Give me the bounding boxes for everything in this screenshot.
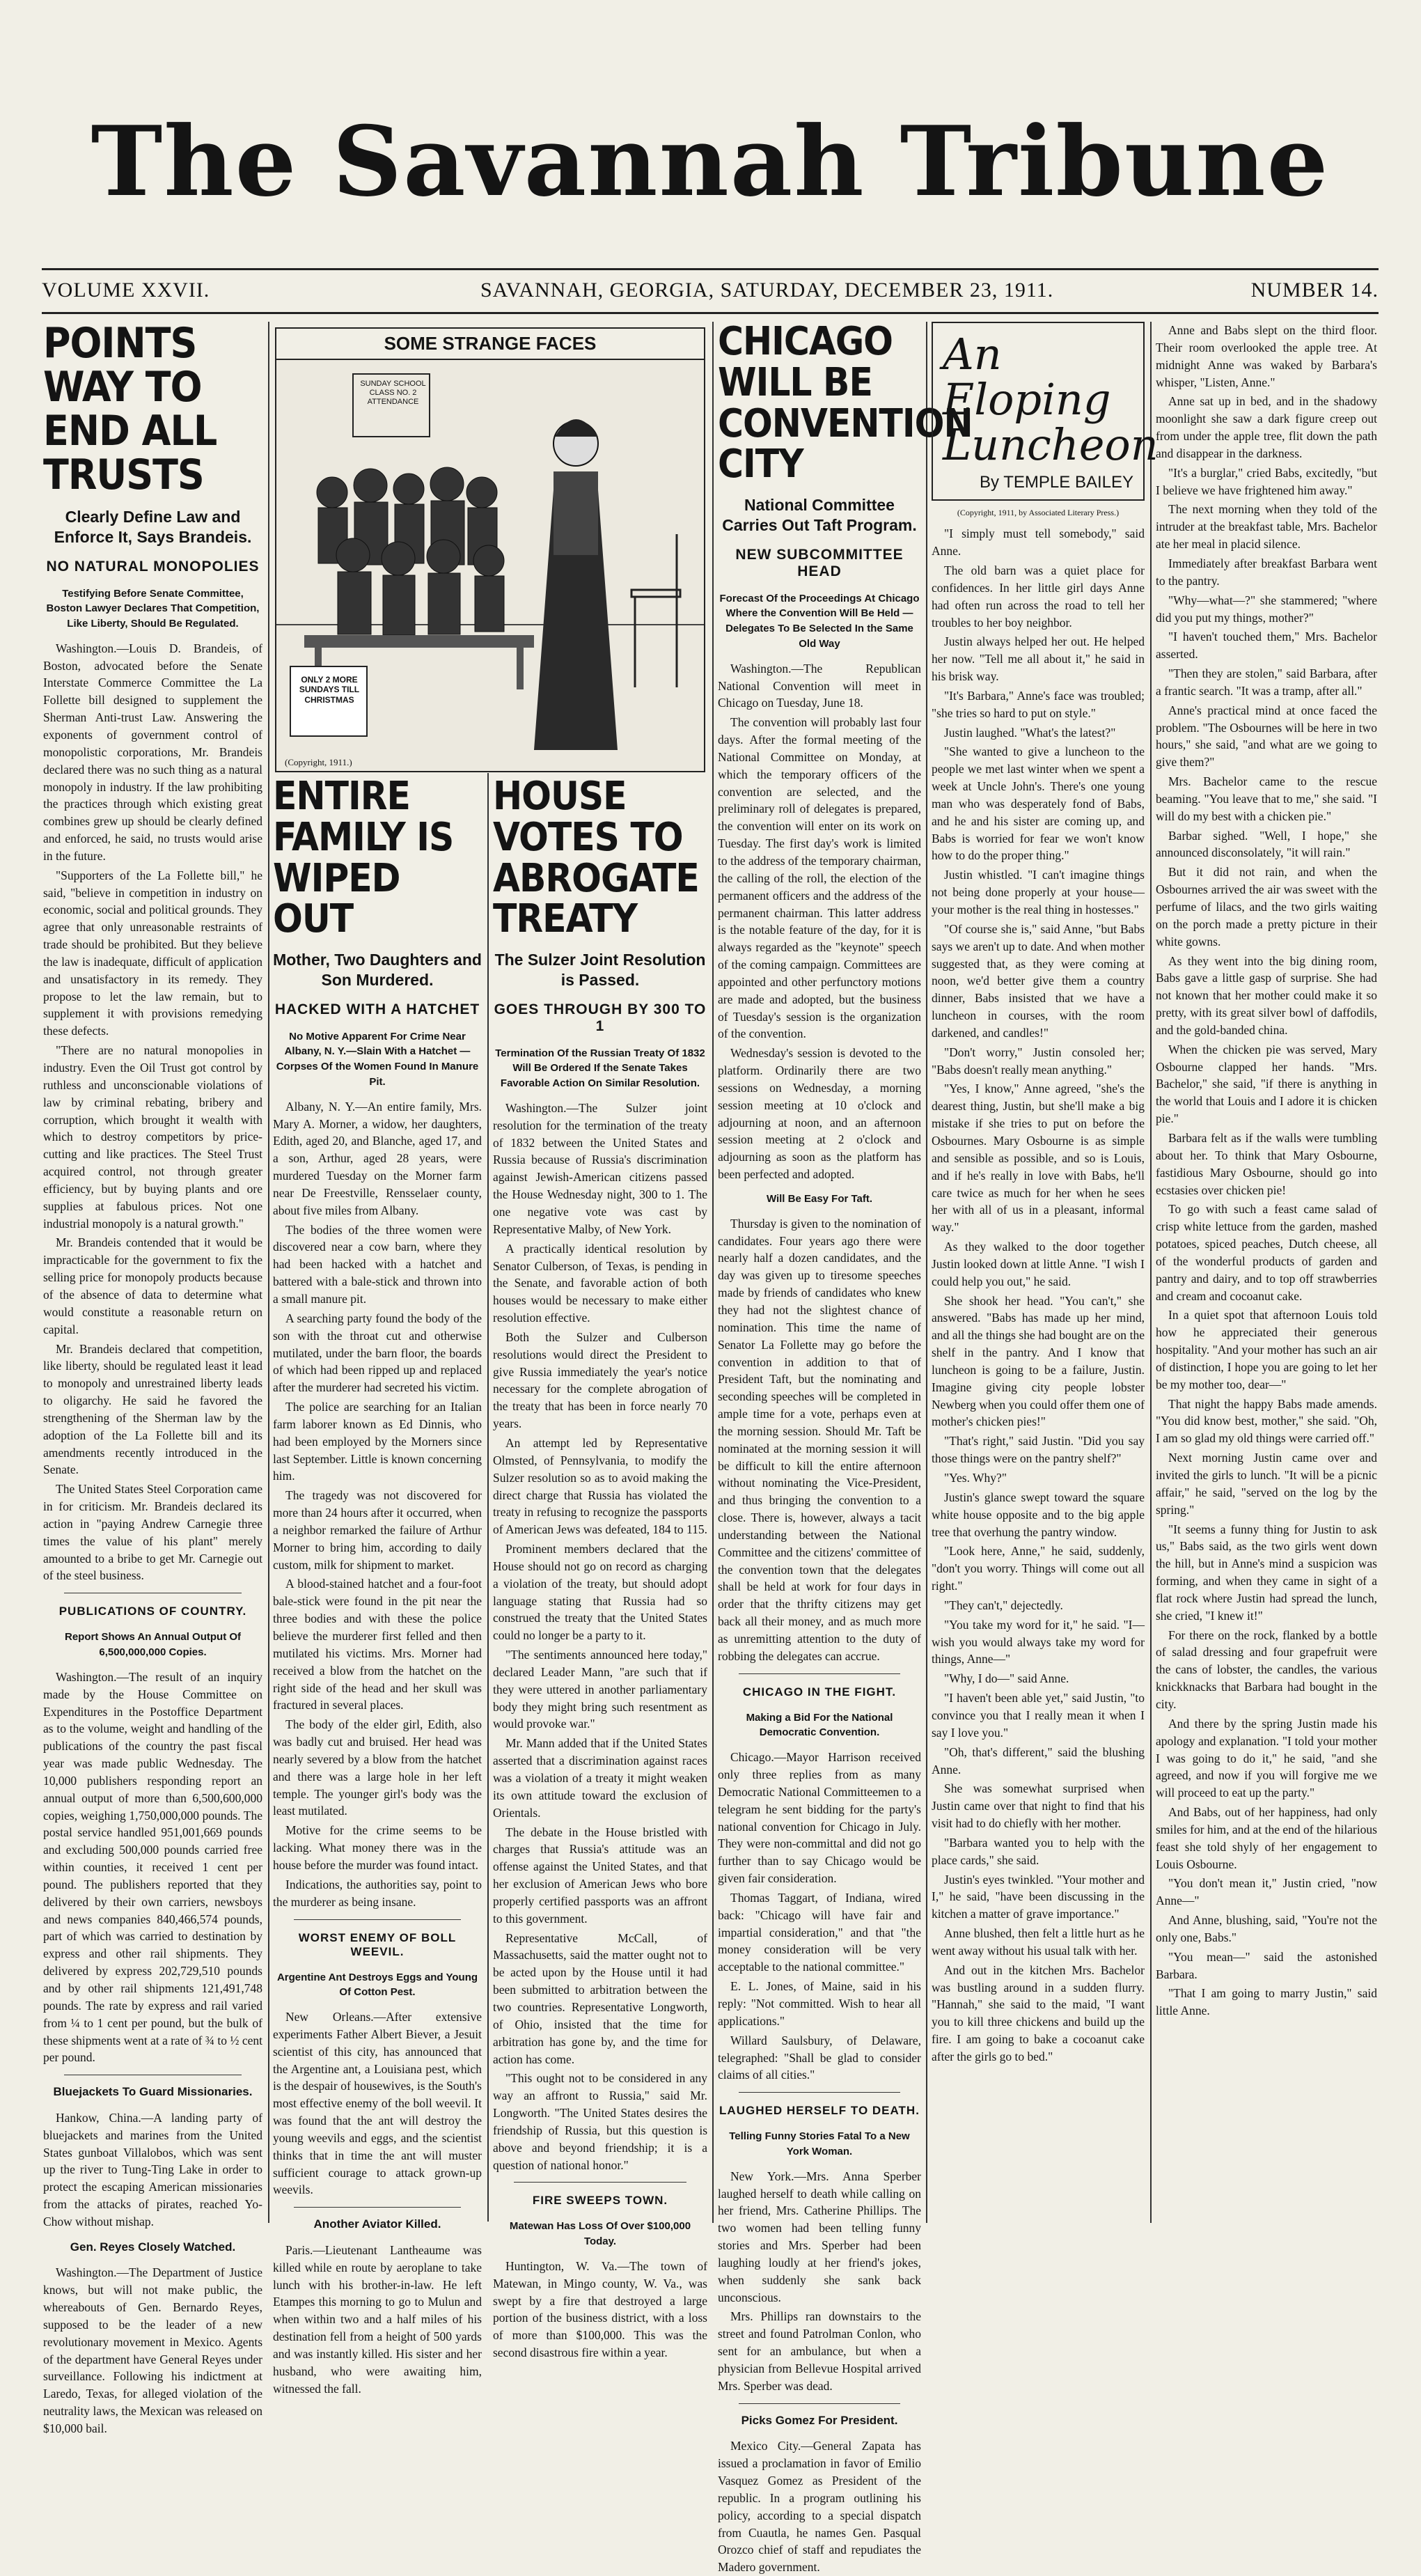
paragraph: As they walked to the door together Justin looked down at little Anne. "I wish I could help you out," he said. [932, 1240, 1145, 1288]
paragraph: New York.—Mrs. Anna Sperber laughed herself to death while calling on her friend, Mrs. Catherine Phillips. The two women had been telling funny stories and Mrs. Sperber had been laughing loudly at her friend's jokes, when suddenly she sank back unconscious. [718, 2169, 921, 2304]
paragraph: And out in the kitchen Mrs. Bachelor was bustling around in a sudden flurry. "Hannah," she said to the maid, "I want you to kill three chickens and build up the fire. I am going to bake a cocoanut cake after the girls go to bed." [932, 1962, 1145, 2063]
column-rule [268, 322, 269, 2223]
column-chicago [718, 319, 973, 2575]
subdeck-chicago: Forecast Of the Proceedings At Chicago Where the Convention Will Be Held — Delegates To Be Selected In the Same Old Way [719, 592, 920, 650]
column-rule [487, 773, 489, 2222]
story-byline: By TEMPLE BAILEY [980, 473, 1133, 492]
deck-publications: Report Shows An Annual Output Of 6,500,000,000 Copies. [64, 1631, 242, 1659]
headline-treaty: HOUSE VOTES TO ABROGATE TREATY [493, 774, 699, 942]
place-and-date: SAVANNAH, GEORGIA, SATURDAY, DECEMBER 23, 1911. [480, 279, 1054, 302]
paragraph: Barbar sighed. "Well, I hope," she announced disconsolately, "it will rain." [1156, 828, 1377, 860]
paragraph: "It's Barbara," Anne's face was troubled; "she tries so hard to put on style." [932, 688, 1145, 720]
story-title-line3: Luncheon [943, 419, 1159, 471]
paragraph: Justin's glance swept toward the square white house opposite and to the big apple tree that overhung the pantry window. [932, 1490, 1145, 1539]
paragraph: "It's a burglar," cried Babs, excitedly, "but I believe we have frightened him away." [1156, 465, 1377, 497]
paragraph: Anne blushed, then felt a little hurt as he went away without his usual talk with her. [932, 1926, 1145, 1958]
paragraph: The bodies of the three women were discovered near a cow barn, where they had been hacked with a hatchet and battered with a bale-stick and thrown into a small manure pit. [273, 1222, 482, 1306]
cartoon-illustration [275, 360, 705, 772]
paragraph: Both the Sulzer and Culberson resolutions would direct the President to give Russia immediately the year's notice necessary for the complete abrogation of the treaty that has been in force nearly 70 years. [493, 1329, 707, 1431]
story-title-line1: An [943, 329, 1002, 380]
column-story-part2 [1156, 322, 1377, 2216]
paragraph: "I haven't been able yet," said Justin, "to convince you that I really mean it when I say I love you." [932, 1691, 1145, 1740]
story-part1-body [932, 525, 1145, 2066]
paragraph: "Of course she is," said Anne, "but Babs says we aren't up to date. And when mother suggested that, as they were coming at noon, we'd better give them a country dinner, Babs insisted that we have a luncheon in courses, with the room darkened, and candles!" [932, 921, 1145, 1040]
paragraph: "I haven't touched them," Mrs. Bachelor asserted. [1156, 630, 1377, 662]
paragraph: And Anne, blushing, said, "You're not the only one, Babs." [1156, 1913, 1377, 1944]
deck-chicago: National Committee Carries Out Taft Program. [722, 496, 917, 534]
subdeck-family: No Motive Apparent For Crime Near Albany, N. Y.—Slain With a Hatchet — Corpses Of the Women Found In Manure Pit. [276, 1030, 479, 1088]
paragraph: Motive for the crime seems to be lacking. What money there was in the house before the murder was found intact. [273, 1823, 482, 1872]
story-title-box [932, 322, 1159, 501]
paragraph: "Look here, Anne," he said, suddenly, "don't you worry. Things will come out all right." [932, 1544, 1145, 1593]
subdeck-trusts: Testifying Before Senate Committee, Boston Lawyer Declares That Competition, Like Liberty, Should Be Regulated. [46, 587, 260, 630]
headline-boll-weevil: WORST ENEMY OF BOLL WEEVIL. [298, 1930, 457, 1958]
paragraph: "She wanted to give a luncheon to the people we met last winter when we spent a week at Uncle John's. There's one young man who was desperately fond of Babs, and he and his sister are coming up, and Babs is worried for fear we won't know how to do the proper thing." [932, 744, 1145, 863]
paragraph: "Barbara wanted you to help with the place cards," she said. [932, 1835, 1145, 1867]
paragraph: Hankow, China.—A landing party of bluejackets and marines from the United States gunboat Villalobos, which was sent up the river to Tung-Ting Lake in order to protect the escaping American missionaries from the attacks of pirates, reached Yo-Chow without mishap. [43, 2110, 262, 2228]
paragraph: In a quiet spot that afternoon Louis told how he appreciated their generous hospitality. "And your mother has such an air of distinction, I hope you are going to let her be my mother too, dear—" [1156, 1308, 1377, 1391]
masthead-rule-bottom [42, 312, 1379, 314]
paragraph: "You take my word for it," he said. "I—wish you would always take my word for things, Anne—" [932, 1617, 1145, 1666]
paragraph: An attempt led by Representative Olmsted, of Pennsylvania, to modify the Sulzer resolution so as to avoid making the direct charge that Russia has violated the treaty in refusing to recognize the passports of American Jews was defeated, 184 to 115. [493, 1435, 707, 1537]
paragraph: Thursday is given to the nomination of candidates. Four years ago there were nearly half a dozen candidates, and the day was given up to tiresome speeches made by friends of candidates who knew they had not the slightest chance of nomination. This time the name of Senator La Follette may go before the convention in addition to that of President Taft, but the nominating and seconding speeches will be completed in ample time for a vote, perhaps even at the morning session. Should Mr. Taft be nominated at the morning session it will be difficult to kill the entire afternoon without nominating the Vice-President, and thus bringing the convention to a close. There is, however, always a tacit understanding between the National Committee and the citizens' committee of the convention town that the delegates shall be held at work for four days in order that the thrifty citizens may get back all their money, and as much more as unremitting attention to the duty of robbing the delegates can accrue. [718, 1216, 921, 1663]
story-copyright: (Copyright, 1911, by Associated Literary Press.) [957, 508, 1120, 518]
paragraph: Anne's practical mind at once faced the problem. "The Osbournes will be here in two hours," she said, "and what are we going to give them?" [1156, 703, 1377, 770]
paragraph: "Don't worry," Justin consoled her; "Babs doesn't really mean anything." [932, 1045, 1145, 1077]
story-title-line2: Eloping [943, 374, 1111, 426]
story-divider [739, 2403, 900, 2404]
paragraph: Huntington, W. Va.—The town of Matewan, in Mingo county, W. Va., was swept by a fire that destroyed a large portion of the business district, with a loss of more than $100,000. This was the second disastrous fire within a year. [493, 2258, 707, 2360]
subdeck-treaty: Termination Of the Russian Treaty Of 1832 Will Be Ordered If the Senate Takes Favorable Action On Similar Resolution. [495, 1047, 705, 1090]
subhead-trusts: NO NATURAL MONOPOLIES [46, 558, 260, 575]
paragraph: And Babs, out of her happiness, had only smiles for him, and at the end of the hilarious feast she told shyly of her engagement to Louis Osbourne. [1156, 1805, 1377, 1871]
paragraph: And there by the spring Justin made his apology and explanation. "I told your mother I was going to do it," he said, "and she agreed, and now if you will forgive me we will proceed to eat up the party." [1156, 1716, 1377, 1800]
deck-trusts: Clearly Define Law and Enforce It, Says Brandeis. [54, 508, 252, 546]
paragraph: Mexico City.—General Zapata has issued a proclamation in favor of Emilio Vasquez Gomez as President of the republic. In a program outlining his policy, according to a special dispatch from Cuautla, he names Gen. Pasqual Orozco chief of staff and repudiates the Madero government. [718, 2439, 921, 2575]
column-family [273, 774, 482, 2396]
deck-family: Mother, Two Daughters and Son Murdered. [273, 951, 482, 989]
paragraph: The United States Steel Corporation came in for criticism. Mr. Brandeis declared its action in "paying Andrew Carnegie three times the value of his plant" merely amounted to a bribe to get Mr. Carnegie out of the steel business. [43, 1482, 262, 1583]
paragraph: "Yes. Why?" [944, 1471, 1007, 1485]
paragraph: "I simply must tell somebody," said Anne. [932, 526, 1145, 559]
paragraph: Albany, N. Y.—An entire family, Mrs. Mary A. Morner, a widow, her daughters, Edith, aged 20, and Blanche, aged 17, and a son, Arthur, aged 28 years, were murdered Tuesday on the Morner farm near De Freestville, Rensselaer county, about five miles from Albany. [273, 1099, 482, 1217]
paragraph: Barbara felt as if the walls were tumbling about her. To think that Mary Osbourne, fastidious Mary Osbourne, should go into ecstasies over chicken pie! [1156, 1130, 1377, 1197]
subhead-treaty: GOES THROUGH BY 300 TO 1 [494, 1001, 707, 1034]
paragraph: Representative McCall, of Massachusetts, said the matter ought not to be acted upon by the House until it had been submitted to arbitration between the two countries. Representative Longworth, of Ohio, insisted that the time for arbitration has gone by, and the time for action has come. [493, 1930, 707, 2066]
paragraph: Indications, the authorities say, point to the murderer as being insane. [273, 1877, 482, 1909]
headline-chicago-fight: CHICAGO IN THE FIGHT. [742, 1685, 897, 1699]
paragraph: To go with such a feast came salad of crisp white lettuce from the garden, mashed potatoes, spiced peaches, Dutch cheese, all of the wonderful products of garden and pantry and dairy, and to top off strawberries and cream and cocoanut cake. [1156, 1202, 1377, 1303]
paragraph: Justin laughed. "What's the latest?" [944, 725, 1116, 740]
paragraph: Mrs. Phillips ran downstairs to the street and found Patrolman Conlon, who sent for an ambulance, but when a physician from Bellevue Hospital arrived Mrs. Sperber was dead. [718, 2309, 921, 2393]
paragraph: "Oh, that's different," said the blushing Anne. [932, 1744, 1145, 1777]
headline-aviator: Another Aviator Killed. [313, 2217, 441, 2231]
paragraph: "Supporters of the La Follette bill," he said, "believe in competition in industry on economic, social and political grounds. They agree that only unreasonable restraints of trade should be prohibited. But they believe the law is inadequate, difficult of application and unsatisfactory in its remedy. They propose to let the law remain, but to supplement it with provisions remedying these defects. [43, 868, 262, 1038]
story-divider [514, 2182, 686, 2183]
masthead-rule-top [42, 268, 1379, 270]
paragraph: Immediately after breakfast Barbara went to the pantry. [1156, 556, 1377, 588]
story-divider [739, 2092, 900, 2093]
paragraph: Justin's eyes twinkled. "Your mother and I," he said, "have been discussing in the kitchen a matter of grave importance." [932, 1872, 1145, 1921]
paragraph: Prominent members declared that the House should not go on record as charging a violation of the treaty, but should adopt language stating that Russia had so construed the treaty that the United States could no longer be a party to it. [493, 1542, 707, 1643]
column-rule [1150, 322, 1152, 2223]
paragraph: "This ought not to be considered in any way an affront to Russia," said Mr. Longworth. "The United States desires the friendship of Russia, but this question is above and beyond friendship; it is a question of national honor." [493, 2071, 707, 2172]
paragraph: Justin whistled. "I can't imagine things not being done properly at your house—your mother is the real thing in hostesses." [932, 868, 1145, 916]
sign-text: ONLY 2 MORE SUNDAYS TILL CHRISTMAS [299, 675, 360, 705]
paragraph: Washington.—The Republican National Convention will meet in Chicago on Tuesday, June 18. [718, 661, 921, 710]
deck-chicago-fight: Making a Bid For the National Democratic Convention. [746, 1711, 893, 1739]
cartoon-title: SOME STRANGE FACES [275, 327, 705, 360]
paragraph: New Orleans.—After extensive experiments Father Albert Biever, a Jesuit scientist of this city, has announced that the Argentine ant, a Louisiana pest, which is the despair of housewives, is the South's most effective enemy of the boll weevil. It was found that the ant will destroy the young weevils and eggs, and the scientist thinks that in time the ant will muster sufficient courage to attack grown-up weevils. [273, 2010, 482, 2197]
paragraph: As they went into the big dining room, Babs gave a little gasp of surprise. She had not known that her mother could make it so pretty, with its great silver bowl of daffodils, and the gold-banded china. [1156, 953, 1377, 1037]
paragraph: "You mean—" said the astonished Barbara. [1156, 1949, 1377, 1981]
column-story-part1 [932, 322, 1159, 2216]
column-rule [712, 322, 714, 2223]
paragraph: Washington.—The result of an inquiry made by the House Committee on Expenditures in the Postoffice Department as to the volume, weight and handling of the publications of the country the past fiscal year was made public Wednesday. The 10,000 publishers responding report an annual output of more than 6,500,600,000 copies, weighing 1,750,000,000 pounds. The postal service handled 951,001,669 pounds and excluding 500,000 pounds carried free within counties, it received 1 cent per pound. The publishers reported that they delivered by their own carriers, newsboys and news companies 840,466,574 pounds, part of which was carried to destination by express and other rail shipments. They delivered by express 202,729,510 pounds and by other rail shipments 121,491,748 pounds. The rate by express and rail varied from ¼ to 1 cent per pound, but the bulk of these shipments went at a rate of ¾ to ½ cent per pound. [43, 1669, 262, 2065]
paragraph: "There are no natural monopolies in industry. Even the Oil Trust got control by ruthless and unconscionable violations of law by criminal rebating, bribery and corruption, which brought it wealth with which to destroy competitors by price-cutting and like practices. The Steel Trust acquired control, not through greater efficiency, but by buying plants and ore supplies at fabulous prices. Not one industrial monopoly is a natural growth." [43, 1043, 262, 1231]
paragraph: "Yes, I know," Anne agreed, "she's the dearest thing, Justin, but she'll make a big mistake if she tries to put on before the Osbournes. Mary Osbourne is as simple and sensible as possible, and so is Louis, and if he's really in love with Babs, he'll care twice as much for her when he sees her with all of us in a pleasant, informal way." [932, 1082, 1145, 1235]
headline-trusts: POINTS WAY TO END ALL TRUSTS [43, 319, 217, 499]
paragraph: When the chicken pie was served, Mary Osbourne clapped her hands. "Mrs. Bachelor," she said, "if there is anything in the world that Louis and I adore it is chicken pie." [1156, 1042, 1377, 1126]
paragraph: She shook her head. "You can't," she answered. "Babs has made up her mind, and all the things she had bought are on the shelf in the pantry. And I know that luncheon is going to be a failure, Justin. Imagine giving city people lobster Newberg when you could offer them one of mother's chicken pies!" [932, 1293, 1145, 1429]
paragraph: A searching party found the body of the son with the throat cut and otherwise mutilated, under the barn floor, the boards of which had been ripped up and replaced after the murderer had secreted his victim. [273, 1311, 482, 1395]
cartoon-box [275, 327, 705, 772]
paragraph: Next morning Justin came over and invited the girls to lunch. "It will be a picnic affair," he said, "served on the log by the spring." [1156, 1451, 1377, 1517]
paragraph: Mr. Mann added that if the United States asserted that a discrimination against races was a violation of a treaty it might weaken its own attitude toward the exclusion of Orientals. [493, 1736, 707, 1820]
story-divider [294, 2207, 461, 2208]
paragraph: Washington.—The Sulzer joint resolution for the termination of the treaty of 1832 between the United States and Russia because of Russia's discrimination against Jewish-American citizens passed the House Wednesday night, 300 to 1. The one negative vote was cast by Representative Malby, of New York. [493, 1100, 707, 1236]
paragraph: The police are searching for an Italian farm laborer known as Ed Dinnis, who had been employed by the Morners since last September. Little is known concerning him. [273, 1400, 482, 1483]
paragraph: Paris.—Lieutenant Lantheaume was killed while en route by aeroplane to take lunch with his brother-in-law. He left Etampes this morning to go to Mulun and when within two and a half miles of his destination fell from a height of 500 yards and was instantly killed. His sister and her husband, who were awaiting him, witnessed the fall. [273, 2242, 482, 2396]
paragraph: "That's right," said Justin. "Did you say those things were on the pantry shelf?" [932, 1434, 1145, 1466]
sunday-school-drawing [276, 360, 704, 771]
paragraph: The body of the elder girl, Edith, also was badly cut and bruised. Her head was nearly severed by a blow from the hatchet and there was a large hole in her left temple. The younger girl's body was the least mutilated. [273, 1717, 482, 1818]
headline-laughed: LAUGHED HERSELF TO DEATH. [719, 2104, 920, 2118]
paragraph: Washington.—Louis D. Brandeis, of Boston, advocated before the Senate Interstate Commerce Committee the La Follette bill designed to supplement the Sherman Anti-trust Law. Answering the exponents of government control of monopolistic corporations, Mr. Brandeis declared there was no such thing as a natural monopoly in industry. If the law prohibiting the practices through which existing great combines grew up should be clearly defined and enforced, he said, no trusts would arise in the future. [43, 641, 262, 863]
children-group [317, 467, 504, 635]
paragraph: Wednesday's session is devoted to the platform. Ordinarily there are two sessions on Wednesday, a morning session meeting at 10 o'clock and adjourning at noon, and an afternoon session meeting at 2 o'clock and adjourning as soon as the platform has been perfected and adopted. [718, 1046, 921, 1182]
board-text: SUNDAY SCHOOL CLASS NO. 2 ATTENDANCE [360, 380, 426, 407]
paragraph: For there on the rock, flanked by a bottle of salad dressing and four grapefruit were the cans of lobster, the candles, the various knickknacks that Barbara had bought in the city. [1156, 1627, 1377, 1711]
paragraph: Thomas Taggart, of Indiana, wired back: "Chicago will have fair and impartial consideration," and that "the money consideration will be very acceptable to the national committee." [718, 1890, 921, 1974]
volume-number: VOLUME XXVII. [42, 279, 210, 302]
section-subhead: Will Be Easy For Taft. [766, 1193, 873, 1205]
paragraph: Justin always helped her out. He helped her now. "Tell me all about it," he said in his brisk way. [932, 634, 1145, 684]
paragraph: Mr. Brandeis contended that it would be impracticable for the government to fix the selling price for monopoly products because of the absence of data to determine what would constitute a reasonable return on capital. [43, 1235, 262, 1336]
paragraph: That night the happy Babs made amends. "You did know best, mother," she said. "Oh, I am so glad my old things were carried off." [1156, 1396, 1377, 1446]
headline-family: ENTIRE FAMILY IS WIPED OUT [273, 774, 454, 942]
headline-fire: FIRE SWEEPS TOWN. [532, 2194, 668, 2208]
paragraph: She was somewhat surprised when Justin came over that night to find that his visit had to do chiefly with her mother. [932, 1781, 1145, 1831]
paragraph: A blood-stained hatchet and a four-foot bale-stick were found in the pit near the three bodies and with these the police believe the murderer first felled and then mutilated his victims. Mrs. Morner had received a blow from the hatchet on the right side of the head and her skull was fractured in several places. [273, 1577, 482, 1712]
paragraph: "Why—what—?" she stammered; "where did you put my things, mother?" [1156, 593, 1377, 625]
story-divider [739, 1673, 900, 1674]
column-treaty [493, 774, 707, 2360]
headline-reyes: Gen. Reyes Closely Watched. [70, 2240, 236, 2254]
paragraph: "They can't," dejectedly. [944, 1598, 1063, 1612]
column-trusts [43, 319, 262, 2435]
paragraph: Mr. Brandeis declared that competition, like liberty, should be regulated least it lead to monopoly and unrestrained liberty leads to oligarchy. He said he favored the strengthening of the Sherman law by the adoption of the La Follette bill and its amendments recently introduced in the Senate. [43, 1341, 262, 1477]
story-divider [294, 1919, 461, 1920]
deck-boll-weevil: Argentine Ant Destroys Eggs and Young Of Cotton Pest. [276, 1971, 478, 1999]
subhead-family: HACKED WITH A HATCHET [274, 1001, 480, 1017]
issue-number: NUMBER 14. [1250, 279, 1379, 302]
paragraph: The next morning when they told of the intruder at the breakfast table, Mrs. Bachelor ate her meal in placid silence. [1156, 502, 1377, 552]
paragraph: Washington.—The Department of Justice knows, but will not make public, the whereabouts of Gen. Bernardo Reyes, supposed to be the leader of a new revolutionary movement in Mexico. Agents of the department have General Reyes under surveillance. Following his indictment at Laredo, Texas, for alleged violation of the neutrality laws, the Mexican was released on $10,000 bail. [43, 2265, 262, 2435]
paragraph: A practically identical resolution by Senator Culberson, of Texas, is pending in the Senate, and favorable action of both houses would be necessary to make either resolution effective. [493, 1241, 707, 1325]
paragraph: Anne sat up in bed, and in the shadowy moonlight she saw a dark figure creep out from under the apple tree, flit down the path and disappear in the darkness. [1156, 394, 1377, 460]
deck-fire: Matewan Has Loss Of Over $100,000 Today. [509, 2220, 691, 2248]
headline-publications: PUBLICATIONS OF COUNTRY. [58, 1605, 247, 1618]
paragraph: Anne and Babs slept on the third floor. Their room overlooked the apple tree. At midnight Anne was waked by Barbara's whisper, "Listen, Anne." [1156, 323, 1377, 389]
deck-treaty: The Sulzer Joint Resolution is Passed. [494, 951, 706, 989]
headline-chicago: CHICAGO WILL BE CONVENTION CITY [718, 319, 973, 487]
paragraph: "Why, I do—" said Anne. [944, 1671, 1069, 1686]
headline-bluejackets: Bluejackets To Guard Missionaries. [53, 2085, 253, 2099]
masthead-title: The Savannah Tribune [91, 104, 1330, 218]
paragraph: Willard Saulsbury, of Delaware, telegraphed: "Shall be glad to consider claims of all cities." [718, 2033, 921, 2082]
paragraph: "You don't mean it," Justin cried, "now Anne—" [1156, 1876, 1377, 1908]
subhead-chicago: NEW SUBCOMMITTEE HEAD [735, 546, 904, 579]
paragraph: The debate in the House bristled with charges that Russia's attitude was an offense against the United States, and that her exclusion of American Jews who bore properly certified passports was an affront to this government. [493, 1825, 707, 1926]
deck-laughed: Telling Funny Stories Fatal To a New York Woman. [729, 2130, 910, 2157]
paragraph: Mrs. Bachelor came to the rescue beaming. "You leave that to me," she said. "I will do my best with a chicken pie." [1156, 774, 1377, 823]
story-trusts-body [43, 640, 262, 1585]
dateline [42, 279, 1379, 306]
paragraph: "That I am going to marry Justin," said little Anne. [1156, 1986, 1377, 2018]
headline-gomez: Picks Gomez For President. [741, 2413, 898, 2427]
cartoon-credit: (Copyright, 1911.) [285, 757, 352, 767]
column-rule [926, 322, 927, 2223]
paragraph: "It seems a funny thing for Justin to ask us," Babs said, as the two girls went down the hill, but in Anne's mind a suspicion was forming, and when they came in sight of a flat rock where Justin had spread the lunch, she cried, "I knew it!" [1156, 1522, 1377, 1623]
paragraph: "Then they are stolen," said Barbara, after a frantic search. "It was a tramp, after all." [1156, 666, 1377, 698]
paragraph: The old barn was a quiet place for confidences. In her little girl days Anne had often run across the road to tell her troubles to her boy neighbor. [932, 563, 1145, 630]
paragraph: "The sentiments announced here today," declared Leader Mann, "are such that if they were uttered in another parliamentary body they might bring such resentment as would provoke war." [493, 1648, 707, 1731]
paragraph: But it did not rain, and when the Osbournes arrived the air was sweet with the perfume of lilacs, and the two girls waiting on the porch made a pretty picture in their white gowns. [1156, 865, 1377, 949]
paragraph: The convention will probably last four days. After the formal meeting of the National Committee on Monday, at which the temporary officers of the convention are selected, and the preliminary roll of delegates is prepared, the convention will enter on its work on Tuesday. The first day's work is limited to the address of the temporary chairman, the calling of the roll, the election of the permanent officers and the address of the permanent chairman. This latter address is the notable feature of the day, for it is always regarded as the "keynote" speech of the coming campaign. Committees are appointed and other perfunctory motions are made and adopted, but the business of Tuesday's session is the organization of the convention. [718, 715, 921, 1041]
paragraph: The tragedy was not discovered for more than 24 hours after it occurred, when a neighbor remarked the failure of Arthur Morner to bring him, according to daily custom, milk for shipment to market. [273, 1488, 482, 1572]
paragraph: E. L. Jones, of Maine, said in his reply: "Not committed. Wish to hear all applications." [718, 1979, 921, 2028]
paragraph: Chicago.—Mayor Harrison received only three replies from as many Democratic National Committeemen to a telegram he sent bidding for the party's national convention for Chicago in July. They were non-committal and did not go further than to say Chicago would be given fair consideration. [718, 1750, 921, 1886]
